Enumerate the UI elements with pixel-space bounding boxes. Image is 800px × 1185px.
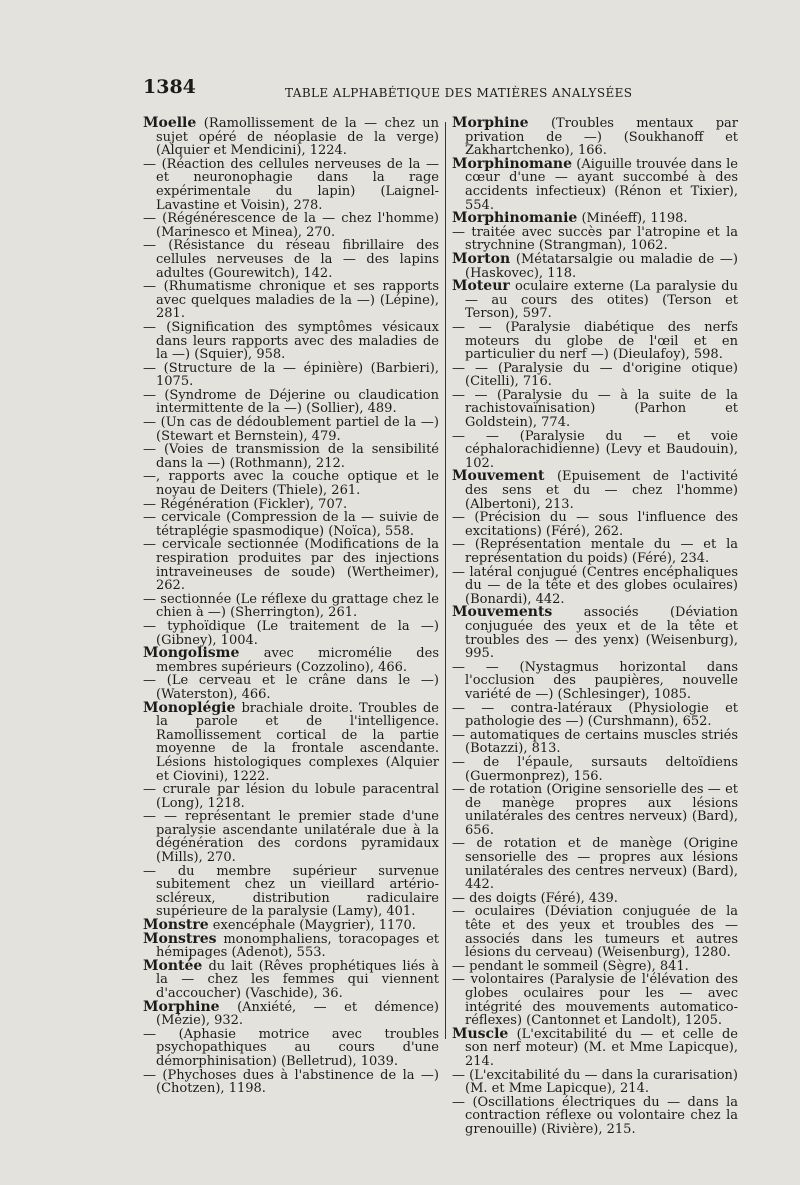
entry-text: — oculaires (Déviation conjuguée de la tête et des yeux et troubles des — associés dans les tumeurs et autres lésions du cerveau) (Weisenburg), 1280.	[452, 904, 738, 961]
entry-text: — de rotation (Origine sensorielle des — et de manège propres aux lésions unilatérales des centres nerveux) (Bard), 656.	[452, 782, 738, 838]
index-entry	[143, 443, 439, 470]
entry-headword: Moteur	[452, 278, 510, 295]
index-entry	[143, 1069, 439, 1096]
index-entry	[452, 783, 738, 837]
entry-text: — (Oscillations électriques du — dans la contraction réflexe ou volontaire chez la grenouille) (Rivière), 215.	[452, 1094, 738, 1137]
index-entry	[452, 430, 738, 471]
entry-text: — (Un cas de dédoublement partiel de la —) (Stewart et Bernstein), 479.	[143, 415, 439, 444]
index-entry	[143, 511, 439, 538]
index-column-left	[143, 117, 439, 1096]
entry-headword: Mouvements	[452, 604, 553, 621]
entry-text: — volontaires (Paralysie de l'élévation des globes oculaires pour les — avec intégrité des mouvements automatico-réflexes) (Cantonnet et Landolt), 1205.	[452, 972, 738, 1029]
index-entry	[452, 702, 738, 729]
entry-text: oculaire externe (La paralysie du — au cours des otites) (Terson et Terson), 597.	[465, 279, 739, 322]
index-entry	[452, 250, 738, 281]
entry-text: — (Phychoses dues à l'abstinence de la —) (Chotzen), 1198.	[143, 1067, 439, 1097]
entry-text: — (L'excitabilité du — dans la curarisation) (M. et Mme Lapicque), 214.	[452, 1067, 739, 1097]
entry-text: — de l'épaule, sursauts deltoïdiens (Guermonprez), 156.	[452, 754, 738, 784]
entry-headword: Morphine	[143, 998, 220, 1015]
entry-text: associés (Déviation conjuguée des yeux et de la tête et troubles des — des yenx) (Weisenburg), 995.	[465, 605, 738, 662]
index-entry	[143, 498, 439, 512]
entry-text: — (Signification des symptômes vésicaux dans leurs rapports avec des maladies de la —) (Squier), 958.	[143, 319, 439, 363]
entry-text: avec micromélie des membres supérieurs (Cozzolino), 466.	[156, 646, 439, 675]
index-entry	[143, 699, 439, 784]
index-entry	[452, 973, 738, 1027]
entry-headword: Morphinomanie	[452, 210, 578, 227]
entry-text: monomphaliens, toracopages et hémipages (Adenot), 553.	[156, 931, 440, 961]
entry-text: — Régénération (Fickler), 707.	[143, 496, 348, 512]
entry-headword: Monstres	[143, 930, 217, 947]
entry-text: brachiale droite. Troubles de la parole et de l'intelligence. Ramollissement cortical de la partie moyenne de la frontale ascendante. Lésions histologiques complexes (Alquier et Ciovini), 1222.	[156, 700, 439, 784]
index-entry	[452, 212, 738, 226]
entry-text: — (Régénérescence de la — chez l'homme) (Marinesco et Minea), 270.	[143, 211, 439, 240]
entry-text: — — (Nystagmus horizontal dans l'occlusion des paupières, nouvelle variété de —) (Schlesinger), 1085.	[452, 659, 738, 702]
index-entry	[143, 674, 439, 701]
index-entry	[452, 321, 738, 362]
entry-headword: Morphinomane	[452, 155, 572, 172]
entry-text: (Epuisement de l'activité des sens et du — chez l'homme) (Albertoni), 213.	[465, 469, 738, 512]
index-entry	[452, 511, 738, 538]
index-entry	[452, 566, 738, 607]
index-entry	[452, 837, 738, 891]
index-entry	[143, 1028, 439, 1069]
index-entry	[143, 470, 439, 497]
entry-text: (Minéeff), 1198.	[581, 211, 688, 227]
index-entry	[452, 470, 738, 511]
index-entry	[143, 783, 439, 810]
entry-headword: Mongolisme	[143, 645, 240, 662]
entry-text: — (Syndrome de Déjerine ou claudication intermittente de la —) (Sollier), 489.	[143, 387, 439, 417]
column-divider	[445, 122, 446, 1039]
entry-text: du lait (Rêves prophétiques liés à la — chez les femmes qui viennent d'accoucher) (Vaschide), 36.	[156, 958, 439, 1001]
entry-headword: Mouvement	[452, 468, 545, 485]
index-entry	[452, 1025, 738, 1069]
index-entry	[143, 117, 439, 158]
index-entry	[143, 362, 439, 389]
entry-text: (Métatarsalgie ou maladie de —) (Haskovec), 118.	[465, 251, 738, 281]
entry-text: — (Rhumatisme chronique et ses rapports avec quelques maladies de la —) (Lépine), 281.	[143, 279, 439, 322]
entry-text: — des doigts (Féré), 439.	[452, 890, 618, 906]
entry-text: — (Représentation mentale du — et la représentation du poids) (Féré), 234.	[452, 537, 738, 566]
entry-text: — sectionnée (Le réflexe du grattage chez le chien à —) (Sherrington), 261.	[143, 591, 439, 621]
entry-text: — — (Paralysie du — d'origine otique) (Citelli), 716.	[452, 360, 738, 390]
entry-text: — automatiques de certains muscles striés (Botazzi), 813.	[452, 727, 738, 757]
entry-headword: Morphine	[452, 115, 529, 131]
index-entry	[452, 892, 738, 906]
entry-headword: Monstre	[143, 917, 209, 934]
entry-text: — (Aphasie motrice avec troubles psychopathiques au cours d'une démorphinisation) (Belletrud), 1039.	[143, 1026, 439, 1069]
index-entry	[143, 957, 439, 1001]
index-entry	[143, 280, 439, 321]
index-entry	[452, 1096, 738, 1137]
entry-text: — — représentant le premier stade d'une paralysie ascendante unilatérale due à la dégénération des cordons pyramidaux (Mills), 270.	[143, 809, 439, 866]
entry-text: — — contra-latéraux (Physiologie et pathologie des —) (Curshmann), 652.	[452, 700, 738, 730]
index-entry	[452, 1069, 738, 1096]
index-entry	[452, 155, 738, 213]
index-entry	[143, 389, 439, 416]
index-entry	[143, 212, 439, 239]
index-entry	[452, 756, 738, 783]
entry-text: exencéphale (Maygrier), 1170.	[212, 918, 416, 934]
index-column-right	[452, 117, 738, 1137]
entry-text: (Troubles mentaux par privation de —) (Soukhanoff et Zakhartchenko), 166.	[465, 116, 739, 159]
entry-headword: Montée	[143, 957, 203, 974]
entry-text: — cervicale (Compression de la — suivie de tétraplégie spasmodique) (Noïca), 558.	[143, 510, 439, 539]
index-entry	[452, 389, 738, 430]
index-entry	[452, 661, 738, 702]
entry-headword: Moelle	[143, 115, 197, 131]
index-entry	[452, 905, 738, 959]
entry-headword: Monoplégie	[143, 699, 236, 716]
entry-text: — — (Paralysie du — à la suite de la rachistovaïnisation) (Parhon et Goldstein), 774.	[452, 387, 738, 431]
entry-text: (Aiguille trouvée dans le cœur d'une — ayant succombé à des accidents infectieux) (Rénon et Tixier), 554.	[465, 156, 738, 213]
page-number: 1384	[143, 76, 196, 98]
index-entry	[143, 321, 439, 362]
entry-text: —, rapports avec la couche optique et le noyau de Deiters (Thiele), 261.	[143, 469, 439, 499]
entry-text: — de rotation et de manège (Origine sensorielle des — propres aux lésions unilatérales des centres nerveux) (Bard), 442.	[452, 836, 738, 893]
index-entry	[452, 226, 738, 253]
index-entry	[452, 117, 738, 158]
entry-text: — traitée avec succès par l'atropine et la strychnine (Strangman), 1062.	[452, 224, 738, 254]
entry-text: — pendant le sommeil (Sègre), 841.	[452, 958, 689, 974]
entry-text: — latéral conjugué (Centres encéphaliques du — de la tête et des globes oculaires) (Bonardi), 442.	[452, 564, 738, 607]
index-entry	[143, 416, 439, 443]
index-entry	[452, 538, 738, 565]
index-entry	[452, 960, 738, 974]
entry-text: — (Précision du — sous l'influence des excitations) (Féré), 262.	[452, 510, 738, 539]
running-title: TABLE ALPHABÉTIQUE DES MATIÈRES ANALYSÉES	[285, 86, 633, 100]
index-entry	[143, 998, 439, 1029]
entry-text: — (Voies de transmission de la sensibilité dans la —) (Rothmann), 212.	[143, 442, 439, 471]
index-entry	[452, 606, 738, 660]
entry-text: — (Résistance du réseau fibrillaire des cellules nerveuses de la — des lapins adultes (Gourewitch), 142.	[143, 238, 439, 281]
entry-text: — (Le cerveau et le crâne dans le —) (Waterston), 466.	[143, 673, 439, 702]
entry-text: — cervicale sectionnée (Modifications de la respiration produites par des injections intraveineuses de soude) (Wertheimer), 262.	[143, 537, 439, 594]
entry-text: — (Réaction des cellules nerveuses de la — et neuronophagie dans la rage expérimentale du lapin) (Laignel-Lavastine et Voisin), 278.	[143, 156, 439, 213]
entry-text: (Anxiété, — et démence) (Mézie), 932.	[156, 999, 439, 1029]
index-entry	[143, 538, 439, 592]
index-entry	[143, 620, 439, 647]
entry-text: — du membre supérieur survenue subitement chez un vieillard artério-scléreux, distribution radiculaire supérieure de la paralysie (Lamy), 401.	[143, 863, 439, 920]
index-entry	[143, 865, 439, 919]
index-entry	[143, 930, 440, 961]
index-entry	[143, 593, 439, 620]
index-entry	[143, 810, 439, 864]
index-entry	[452, 729, 738, 756]
entry-text: — — (Paralysie du — et voie céphalorachidienne) (Levy et Baudouin), 102.	[452, 428, 738, 471]
index-entry	[452, 280, 738, 321]
index-entry	[452, 362, 738, 389]
entry-text: — typhoïdique (Le traitement de la —) (Gibney), 1004.	[143, 618, 439, 648]
entry-text: — (Structure de la — épinière) (Barbieri), 1075.	[143, 360, 439, 390]
index-entry	[143, 158, 439, 212]
entry-text: — — (Paralysie diabétique des nerfs moteurs du globe de l'œil et en particulier du nerf —) (Dieulafoy), 598.	[452, 319, 738, 363]
entry-headword: Morton	[452, 250, 511, 267]
entry-text: (Ramollissement de la — chez un sujet opéré de néoplasie de la verge) (Alquier et Mendicini), 1224.	[156, 116, 440, 159]
entry-headword: Muscle	[452, 1025, 509, 1042]
index-entry	[143, 239, 439, 280]
index-entry	[143, 647, 439, 674]
entry-text: (L'excitabilité du — et celle de son nerf moteur) (M. et Mme Lapicque), 214.	[465, 1026, 738, 1069]
entry-text: — crurale par lésion du lobule paracentral (Long), 1218.	[143, 782, 439, 811]
